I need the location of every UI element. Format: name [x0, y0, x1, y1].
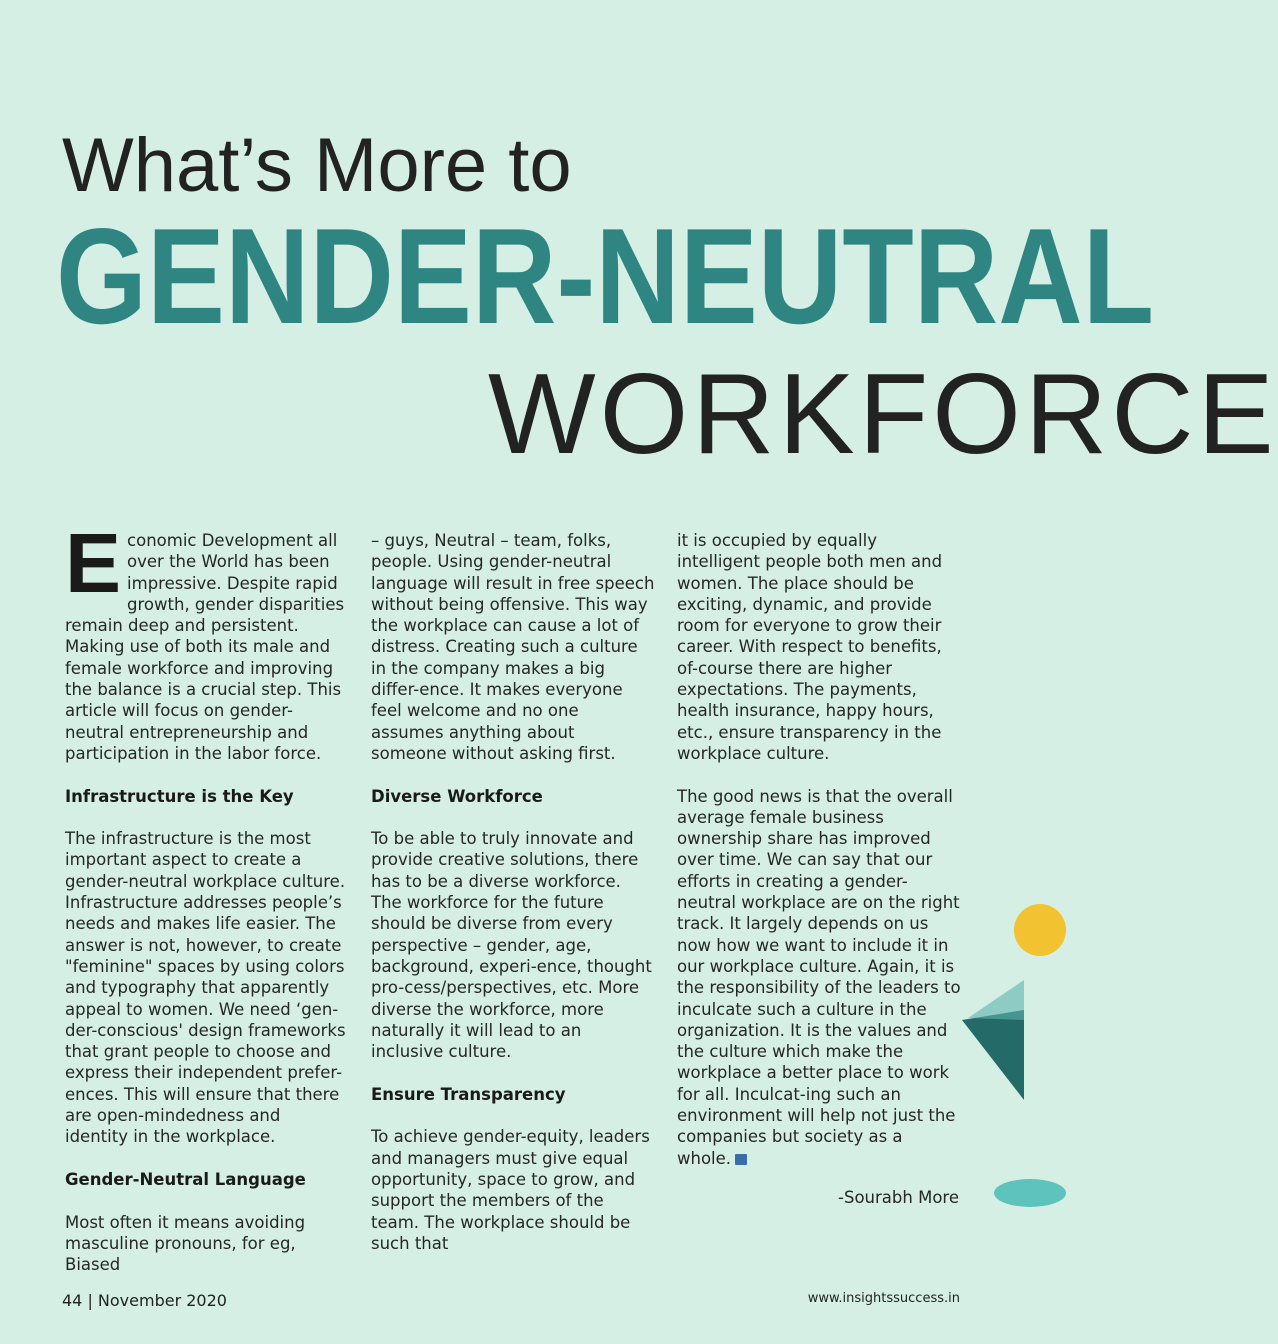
article-column-3: [677, 530, 961, 1190]
drop-cap: E: [65, 516, 122, 610]
heading-infrastructure: Infrastructure is the Key: [65, 786, 294, 806]
article-column-1: [65, 516, 347, 1297]
teal-triangle-deco: [962, 1010, 1024, 1100]
title-line-2: GENDER-NEUTRAL: [56, 200, 1155, 352]
paragraph-infrastructure: The infrastructure is the most important aspect to create a gender-neutral workplace culture. Infrastructure addresses people’s needs and makes life easier. The answer is not, however, to create "feminine" spaces by using colors and typography that apparently appeal to women. We need ‘gen-der-conscious' design frameworks that grant people to choose and express their independent prefer-ences. This will ensure that there are open-mindedness and identity in the workplace.: [65, 829, 346, 1147]
article-column-2: [371, 530, 655, 1275]
paragraph-good-news: [677, 786, 961, 1169]
heading-diverse-workforce: Diverse Workforce: [371, 786, 543, 806]
light-triangle-deco: [968, 980, 1024, 1020]
intro-text: conomic Development all over the World has been impressive. Despite rapid growth, gender disparities remain deep and persistent. Making use of both its male and female workforce and improving the balance is a crucial step. This article will focus on gender-neutral entrepreneurship and participation in the labor force.: [65, 531, 345, 763]
author-byline: -Sourabh More: [838, 1188, 959, 1207]
end-mark-icon: [735, 1154, 747, 1165]
teal-ellipse-deco: [994, 1179, 1066, 1207]
paragraph-diverse-workforce: To be able to truly innovate and provide creative solutions, there has to be a diverse workforce. The workforce for the future should be diverse from every perspective – gender, age, background, experi-ence, thought pro-cess/perspectives, etc. More diverse the workforce, more naturally it will lead to an inclusive culture.: [371, 829, 652, 1062]
footer-page-info: 44 | November 2020: [62, 1291, 227, 1310]
paragraph-language-part-2: – guys, Neutral – team, folks, people. Using gender-neutral language will result in free speech without being offensive. This way the workplace can cause a lot of distress. Creating such a culture in the company makes a big differ-ence. It makes everyone feel welcome and no one assumes anything about someone without asking first.: [371, 531, 655, 763]
heading-ensure-transparency: Ensure Transparency: [371, 1084, 566, 1104]
heading-gender-neutral-language: Gender-Neutral Language: [65, 1169, 306, 1189]
good-news-text: The good news is that the overall average female business ownership share has improved over time. We can say that our efforts in creating a gender-neutral workplace are on the right track. It largely depends on us now how we want to include it in our workplace culture. Again, it is the responsibility of the leaders to inculcate such a culture in the organization. It is the values and the culture which make the workplace a better place to work for all. Inculcat-ing such an environment will help not just the companies but society as a whole.: [677, 786, 961, 1168]
paragraph-language-part-1: Most often it means avoiding masculine pronouns, for eg, Biased: [65, 1212, 306, 1275]
yellow-circle-deco: [1014, 904, 1066, 956]
paragraph-transparency-part-2: it is occupied by equally intelligent people both men and women. The place should be exciting, dynamic, and provide room for everyone to grow their career. With respect to benefits, of-course there are higher expectations. The payments, health insurance, happy hours, etc., ensure transparency in the workplace culture.: [677, 531, 943, 763]
paragraph-transparency-part-1: To achieve gender-equity, leaders and managers must give equal opportunity, space to grow, and support the members of the team. The workplace should be such that: [371, 1127, 650, 1253]
title-line-1: What’s More to: [62, 123, 572, 208]
intro-paragraph: [65, 516, 347, 764]
title-line-3: WORKFORCE: [488, 351, 1278, 478]
footer-website[interactable]: www.insightssuccess.in: [807, 1291, 960, 1306]
